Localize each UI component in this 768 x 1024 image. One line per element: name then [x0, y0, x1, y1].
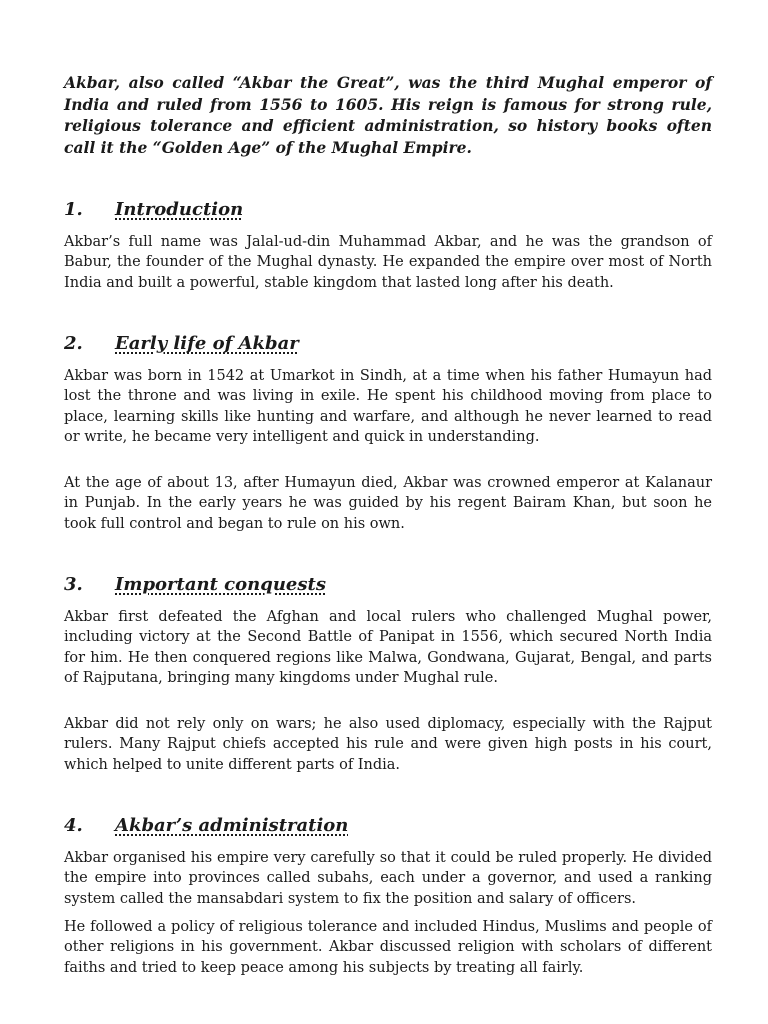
intro-paragraph: Akbar, also called “Akbar the Great”, was the third Mughal emperor of India and ruled from 1556 to 1605. His reign is famous for strong rule, religious tolerance and efficient administration, so history books often call it the “Golden Age” of the Mughal Empire.: [64, 73, 712, 157]
section-1-paragraph-1: Akbar’s full name was Jalal-ud-din Muhammad Akbar, and he was the grandson of Babur, the founder of the Mughal dynasty. He expanded the empire over most of North India and built a powerful, stable kingdom that lasted long after his death.: [64, 234, 712, 291]
section-3-heading: [64, 573, 326, 597]
section-4-paragraph-1: Akbar organised his empire very carefully so that it could be ruled properly. He divided the empire into provinces called subahs, each under a governor, and used a ranking system called the mansabdari system to fix the position and salary of officers.: [64, 850, 712, 907]
section-1-heading: [64, 198, 243, 222]
section-2-title: Early life of Akbar: [115, 333, 299, 354]
section-2-heading: [64, 332, 299, 356]
section-2-number: 2.: [64, 333, 83, 354]
section-1-title: Introduction: [115, 199, 244, 220]
section-2-paragraph-2: At the age of about 13, after Humayun died, Akbar was crowned emperor at Kalanaur in Punjab. In the early years he was guided by his regent Bairam Khan, but soon he took full control and began to rule on his own.: [64, 475, 712, 532]
section-2-paragraph-1: Akbar was born in 1542 at Umarkot in Sindh, at a time when his father Humayun had lost the throne and was living in exile. He spent his childhood moving from place to place, learning skills like hunting and warfare, and although he never learned to read or write, he became very intelligent and quick in understanding.: [64, 368, 712, 445]
section-3-title: Important conquests: [115, 574, 326, 595]
section-4-number: 4.: [64, 815, 83, 836]
section-3-paragraph-2: Akbar did not rely only on wars; he also used diplomacy, especially with the Rajput rulers. Many Rajput chiefs accepted his rule and were given high posts in his court, which helped to unite different parts of India.: [64, 716, 712, 773]
section-3-number: 3.: [64, 574, 83, 595]
section-4-paragraph-2: He followed a policy of religious tolerance and included Hindus, Muslims and people of other religions in his government. Akbar discussed religion with scholars of different faiths and tried to keep peace among his subjects by treating all fairly.: [64, 919, 712, 976]
section-4-heading: [64, 814, 348, 838]
section-3-paragraph-1: Akbar first defeated the Afghan and local rulers who challenged Mughal power, including victory at the Second Battle of Panipat in 1556, which secured North India for him. He then conquered regions like Malwa, Gondwana, Gujarat, Bengal, and parts of Rajputana, bringing many kingdoms under Mughal rule.: [64, 609, 712, 686]
section-4-title: Akbar’s administration: [115, 815, 349, 836]
section-1-number: 1.: [64, 199, 83, 220]
